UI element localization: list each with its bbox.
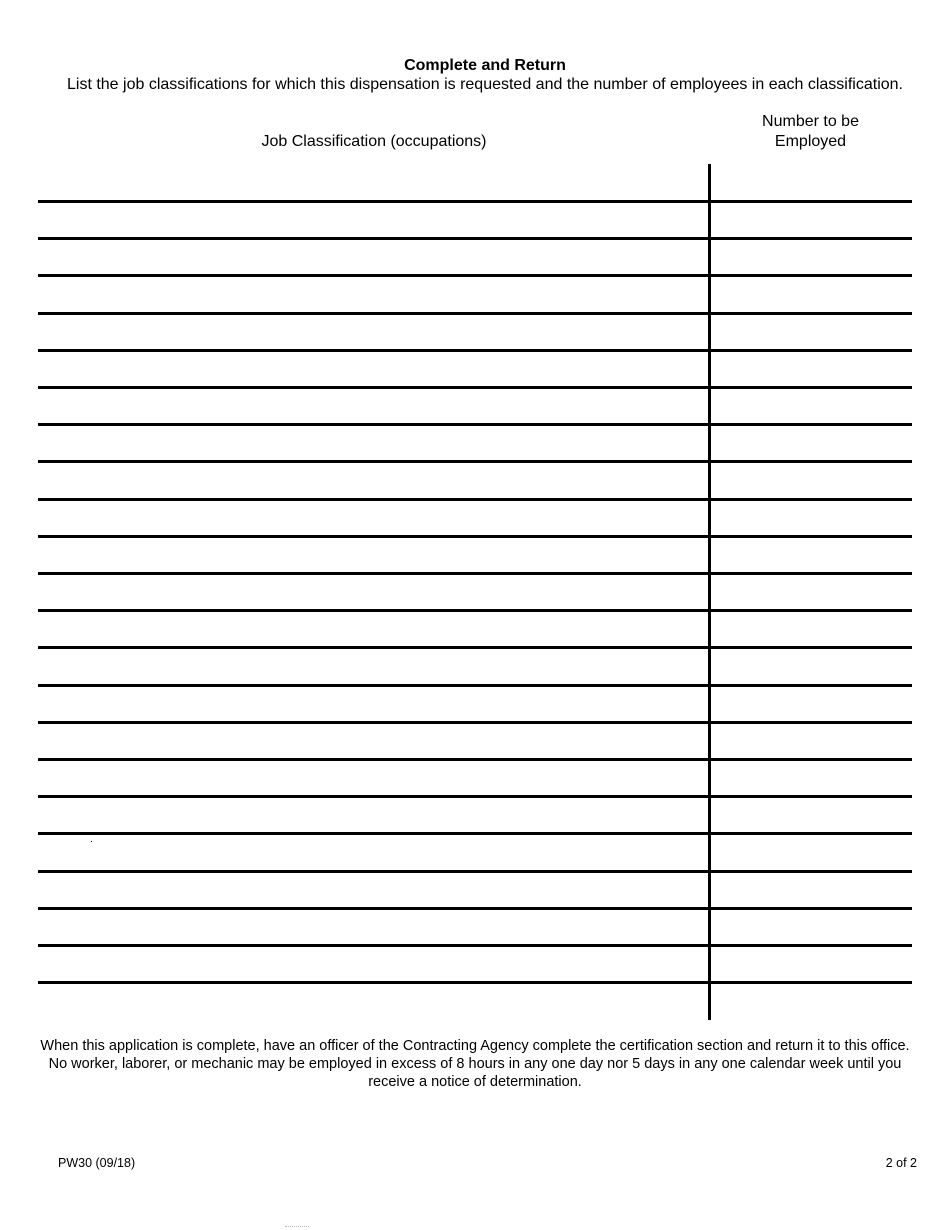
table-row-line[interactable] [38, 944, 912, 947]
form-instructions: List the job classifications for which this dispensation is requested and the number of employees in each classification. [66, 76, 903, 93]
column-header-job-classification: Job Classification (occupations) [261, 133, 487, 150]
column-divider [708, 164, 711, 1020]
footer-note: When this application is complete, have an officer of the Contracting Agency complete the certification section and return it to this office. No worker, laborer, or mechanic may be employed in excess of 8 hours in any one day nor 5 days in any one calendar week until you receive a notice of determination. [40, 1038, 910, 1090]
table-row-line[interactable] [38, 200, 912, 203]
table-row-line[interactable] [38, 832, 912, 835]
form-id: PW30 (09/18) [58, 1156, 136, 1170]
table-row-line[interactable] [38, 870, 912, 873]
table-row-line[interactable] [38, 646, 912, 649]
table-row-line[interactable] [38, 907, 912, 910]
table-row-line[interactable] [38, 237, 912, 240]
table-row-line[interactable] [38, 758, 912, 761]
column-header-number-line2: Employed [774, 133, 847, 150]
table-row-line[interactable] [38, 460, 912, 463]
table-row-line[interactable] [38, 981, 912, 984]
table-row-line[interactable] [38, 535, 912, 538]
table-row-line[interactable] [38, 572, 912, 575]
column-header-number-line1: Number to be [762, 113, 859, 130]
page-number: 2 of 2 [885, 1156, 917, 1170]
table-row-line[interactable] [38, 609, 912, 612]
table-row-line[interactable] [38, 349, 912, 352]
table-row-line[interactable] [38, 721, 912, 724]
bottom-marks [285, 1226, 309, 1228]
table-row-line[interactable] [38, 795, 912, 798]
stray-mark [91, 841, 92, 842]
table-row-line[interactable] [38, 386, 912, 389]
table-row-line[interactable] [38, 684, 912, 687]
form-title: Complete and Return [404, 57, 566, 74]
table-row-line[interactable] [38, 423, 912, 426]
table-row-line[interactable] [38, 498, 912, 501]
table-row-line[interactable] [38, 274, 912, 277]
table-row-line[interactable] [38, 312, 912, 315]
column-header-number-employed [710, 112, 911, 152]
